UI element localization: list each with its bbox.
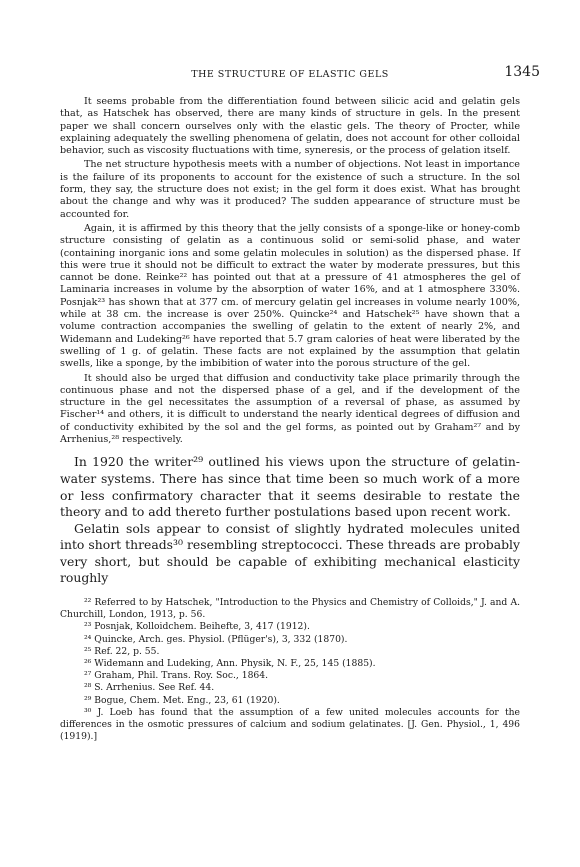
page-number: 1345 <box>504 64 540 80</box>
large-type-section <box>60 454 520 587</box>
footnote: ²³ Posnjak, Kolloidchem. Beihefte, 3, 417 (1912). <box>84 621 310 633</box>
running-title: THE STRUCTURE OF ELASTIC GELS <box>191 69 389 80</box>
footnote: ²⁵ Ref. 22, p. 55. <box>84 645 160 657</box>
paragraph: Gelatin sols appear to consist of slightly hydrated molecules united into short threads³⁰ resembling streptococci. These threads are probably very short, but should be capable of exhibiting mechanical elasticity roughly <box>60 520 520 586</box>
footnote: ²⁹ Bogue, Chem. Met. Eng., 23, 61 (1920). <box>84 694 280 706</box>
footnote: ²⁴ Quincke, Arch. ges. Physiol. (Pflüger's), 3, 332 (1870). <box>84 633 348 645</box>
running-header <box>40 64 540 84</box>
footnotes <box>60 597 520 743</box>
paragraph: It seems probable from the differentiation found between silicic acid and gelatin gels that, as Hatschek has observed, there are many kinds of structure in gels. In the present paper we shall concern ourselves only with the elastic gels. The theory of Procter, while explaining adequately the swelling phenomena of gelatin, does not account for other colloidal behavior, such as viscosity fluctuations with time, syneresis, or the process of gelation itself. <box>60 96 520 157</box>
small-type-section <box>60 96 520 446</box>
article-body <box>60 96 520 744</box>
paragraph: It should also be urged that diffusion and conductivity take place primarily through the continuous phase and not the dispersed phase of a gel, and if the development of the structure in the gel necessitates the assumption of a reversal of phase, as assumed by Fischer¹⁴ and others, it is difficult to understand the nearly identical degrees of diffusion and of conductivity exhibited by the sol and the gel forms, as pointed out by Graham²⁷ and by Arrhenius,²⁸ respectively. <box>60 372 520 446</box>
paragraph: The net structure hypothesis meets with a number of objections. Not least in importance is the failure of its proponents to account for the existence of such a structure. In the sol form, they say, the structure does not exist; in the gel form it does exist. What has brought about the change and why was it produced? The sudden appearance of structure must be accounted for. <box>60 159 520 220</box>
footnote: ³⁰ J. Loeb has found that the assumption of a few united molecules accounts for the differences in the osmotic pressures of calcium and sodium gelatinates. [J. Gen. Physiol., 1, 496 (1919).] <box>60 706 520 743</box>
footnote: ²⁷ Graham, Phil. Trans. Roy. Soc., 1864. <box>84 670 269 682</box>
footnote: ²² Referred to by Hatschek, "Introduction to the Physics and Chemistry of Colloids," J. and A. Churchill, London, 1913, p. 56. <box>60 597 520 621</box>
footnote: ²⁶ Widemann and Ludeking, Ann. Physik, N. F., 25, 145 (1885). <box>84 658 376 670</box>
paragraph: Again, it is affirmed by this theory that the jelly consists of a sponge-like or honey-comb structure consisting of gelatin as a continuous solid or semi-solid phase, and water (containing inorganic ions and some gelatin molecules in solution) as the dispersed phase. If this were true it should not be difficult to extract the water by moderate pressures, but this cannot be done. Reinke²² has pointed out that at a pressure of 41 atmospheres the gel of Laminaria increases in volume by the absorption of water 16%, and at 1 atmosphere 330%. Posnjak²³ has shown that at 377 cm. of mercury gelatin gel increases in volume nearly 100%, while at 38 cm. the increase is over 250%. Quincke²⁴ and Hatschek²⁵ have shown that a volume contraction accompanies the swelling of gelatin to the extent of nearly 2%, and Widemann and Ludeking²⁶ have reported that 5.7 gram calories of heat were liberated by the swelling of 1 g. of gelatin. These facts are not explained by the assumption that gelatin swells, like a sponge, by the imbibition of water into the porous structure of the gel. <box>60 222 520 370</box>
paragraph: In 1920 the writer²⁹ outlined his views upon the structure of gelatin-water systems. There has since that time been so much work of a more or less confirmatory character that it seems desirable to restate the theory and to add thereto further postulations based upon recent work. <box>60 454 520 520</box>
footnote: ²⁸ S. Arrhenius. See Ref. 44. <box>84 682 215 694</box>
